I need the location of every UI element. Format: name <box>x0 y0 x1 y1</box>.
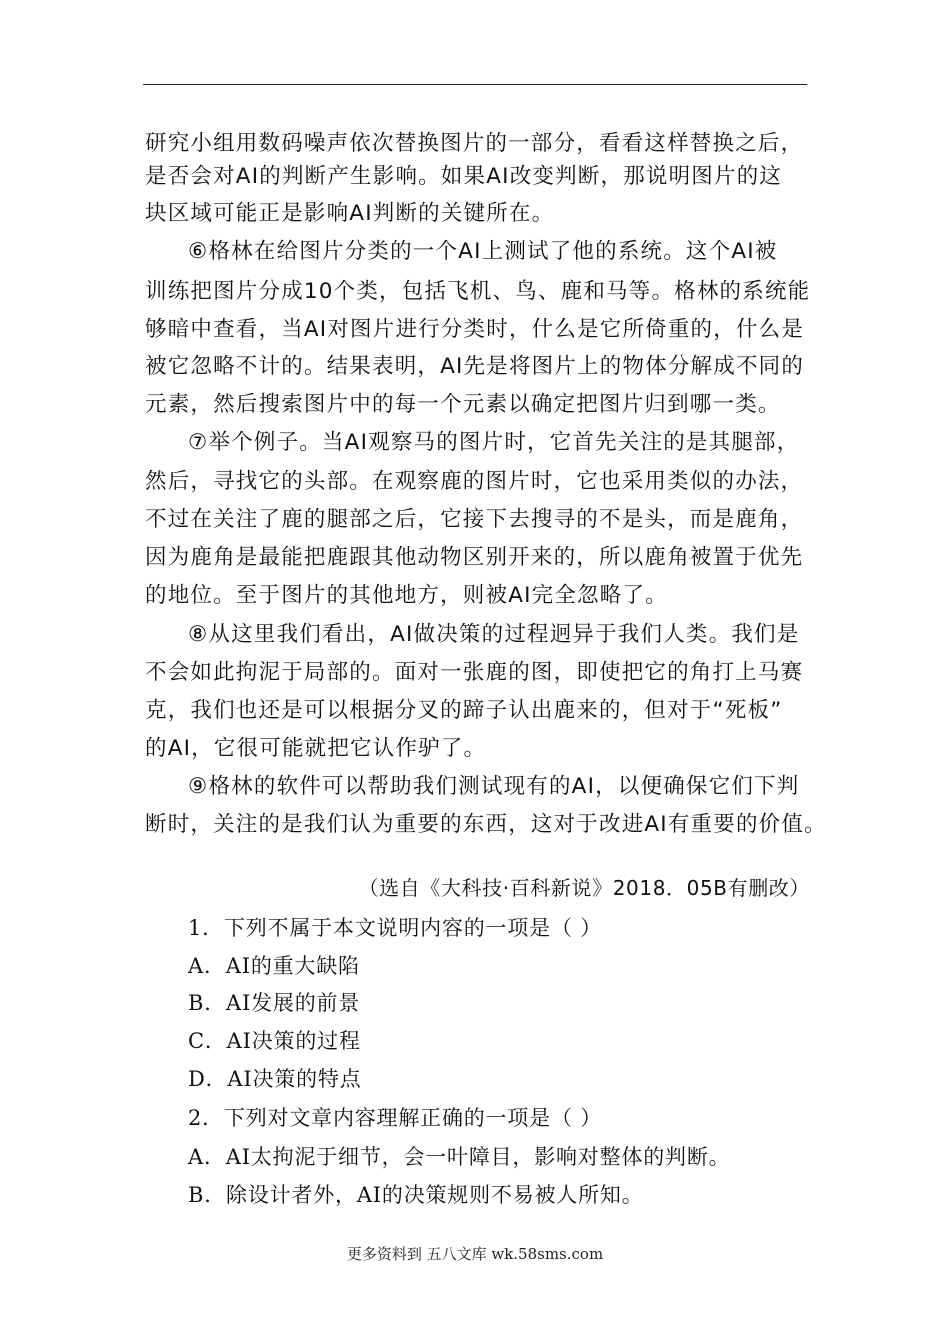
paragraph-9-start: ⑨格林的软件可以帮助我们测试现有的AI，以便确保它们下判 <box>188 774 800 799</box>
option-1b: B．AI发展的前景 <box>188 991 361 1015</box>
option-1a: A．AI的重大缺陷 <box>188 954 360 978</box>
footer-watermark: 更多资料到 五八文库 wk.58sms.com <box>346 1245 604 1263</box>
article-line: 被它忽略不计的。结果表明，AI先是将图片上的物体分解成不同的 <box>145 354 805 379</box>
article-line: 不过在关注了鹿的腿部之后，它接下去搜寻的不是头，而是鹿角， <box>145 507 804 532</box>
article-line: 块区域可能正是影响AI判断的关键所在。 <box>145 201 555 226</box>
question-2: 2．下列对文章内容理解正确的一项是（ ） <box>188 1106 603 1130</box>
option-2b: B．除设计者外，AI的决策规则不易被人所知。 <box>188 1183 644 1207</box>
article-line: 不会如此拘泥于局部的。面对一张鹿的图，即使把它的角打上马赛 <box>145 660 804 685</box>
article-line: 断时，关注的是我们认为重要的东西，这对于改进AI有重要的价值。 <box>145 812 827 837</box>
article-line: 训练把图片分成10个类，包括飞机、鸟、鹿和马等。格林的系统能 <box>145 279 811 304</box>
article-line: 然后，寻找它的头部。在观察鹿的图片时，它也采用类似的办法， <box>145 469 804 494</box>
option-1d: D．AI决策的特点 <box>188 1067 362 1091</box>
paragraph-6-start: ⑥格林在给图片分类的一个AI上测试了他的系统。这个AI被 <box>188 239 778 264</box>
article-line: 元素，然后搜索图片中的每一个元素以确定把图片归到哪一类。 <box>145 392 781 417</box>
article-line: 的地位。至于图片的其他地方，则被AI完全忽略了。 <box>145 583 668 608</box>
article-line: 研究小组用数码噪声依次替换图片的一部分，看看这样替换之后， <box>145 131 804 156</box>
option-1c: C．AI决策的过程 <box>188 1029 361 1053</box>
source-citation: （选自《大科技·百科新说》2018．05B有删改） <box>358 876 810 900</box>
header-rule <box>143 84 807 85</box>
article-line: 的AI，它很可能就把它认作驴了。 <box>145 736 487 761</box>
article-line: 是否会对AI的判断产生影响。如果AI改变判断，那说明图片的这 <box>145 164 783 189</box>
paragraph-7-start: ⑦举个例子。当AI观察马的图片时，它首先关注的是其腿部， <box>188 430 800 455</box>
option-2a: A．AI太拘泥于细节，会一叶障目，影响对整体的判断。 <box>188 1145 731 1169</box>
article-line: 够暗中查看，当AI对图片进行分类时，什么是它所倚重的，什么是 <box>145 317 805 342</box>
article-line: 因为鹿角是最能把鹿跟其他动物区别开来的，所以鹿角被置于优先 <box>145 545 804 570</box>
article-line: 克，我们也还是可以根据分叉的蹄子认出鹿来的，但对于“死板” <box>145 698 783 723</box>
question-1: 1．下列不属于本文说明内容的一项是（ ） <box>188 916 603 940</box>
paragraph-8-start: ⑧从这里我们看出，AI做决策的过程迥异于我们人类。我们是 <box>188 622 800 647</box>
